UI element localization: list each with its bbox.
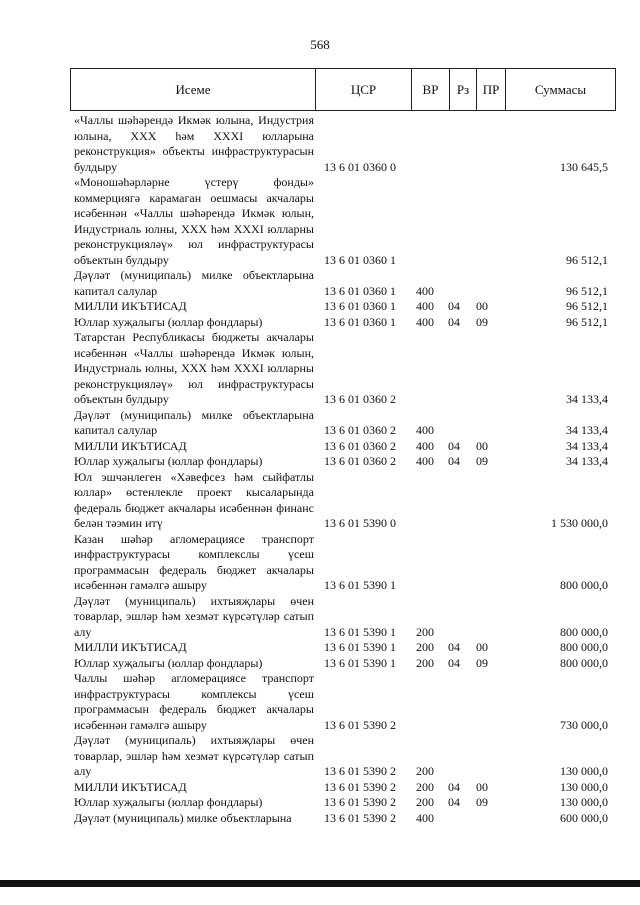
- cell-csr: 13 6 01 5390 2: [324, 795, 396, 809]
- table-row: [74, 268, 612, 299]
- cell-name: Дәүләт (муниципаль) ихтыяҗлары өчен товарлар, эшләр һәм хезмәт күрсәтүләр сатып алу: [74, 733, 314, 778]
- table-row: [74, 470, 612, 532]
- page-number: 568: [310, 37, 330, 52]
- cell-sum: 800 000,0: [560, 578, 608, 592]
- cell-rz: 04: [448, 454, 460, 468]
- cell-csr: 13 6 01 5390 1: [324, 640, 396, 654]
- cell-sum: 130 000,0: [560, 795, 608, 809]
- cell-name: Чаллы шәһәр агломерациясе транспорт инфраструктурасы комплексы үсеш программасын федераль бюджет акчалары исәбеннән гамәлгә ашыру: [74, 671, 314, 732]
- cell-vr: 200: [416, 795, 434, 809]
- cell-name: Дәүләт (муниципаль) милке объектларына: [74, 810, 292, 825]
- cell-sum: 800 000,0: [560, 624, 608, 639]
- cell-pr: 00: [476, 299, 488, 313]
- table-row: [74, 299, 612, 315]
- cell-name: Юллар хуҗалыгы (юллар фондлары): [74, 795, 263, 809]
- cell-name: «Моношәһәрләрне үстерү фонды» коммерциягә карамаган оешмасы акчалары исәбеннән «Чаллы шәһәрендә Икмәк юлын, Индустриаль юлны, XXX һәм XXXI юлларны реконструкцияләү» юл инфраструктурасы объектын булдыру: [74, 175, 314, 267]
- cell-vr: 400: [416, 423, 434, 437]
- cell-csr: 13 6 01 0360 0: [324, 159, 396, 174]
- table-row: [74, 780, 612, 796]
- cell-csr: 13 6 01 5390 1: [324, 624, 396, 639]
- cell-sum: 34 133,4: [566, 392, 608, 406]
- cell-vr: 400: [416, 438, 434, 453]
- cell-vr: 200: [416, 655, 434, 670]
- cell-name: «Чаллы шәһәрендә Икмәк юлына, Индустрия юлына, XXX һәм XXXI юлларына реконструкция» объекты инфраструктурасын булдыру: [74, 113, 314, 174]
- cell-name: Юллар хуҗалыгы (юллар фондлары): [74, 314, 263, 329]
- cell-sum: 1 530 000,0: [551, 516, 608, 530]
- cell-sum: 96 512,1: [566, 252, 608, 267]
- table-body: [74, 113, 612, 826]
- table-row: [74, 532, 612, 594]
- header-rz: Рз: [449, 68, 476, 111]
- cell-name: Юллар хуҗалыгы (юллар фондлары): [74, 655, 263, 670]
- cell-vr: 200: [416, 779, 434, 794]
- cell-name: Дәүләт (муниципаль) милке объектларына капитал салулар: [74, 268, 314, 298]
- table-row: [74, 594, 612, 641]
- cell-rz: 04: [448, 640, 460, 654]
- table-row: [74, 315, 612, 331]
- cell-csr: 13 6 01 0360 2: [324, 392, 396, 406]
- table-row: [74, 113, 612, 175]
- cell-sum: 800 000,0: [560, 640, 608, 654]
- cell-name: Юл эшчәнлеген «Хәвефсез һәм сыйфатлы юллар» өстенлекле проект кысаларында федераль бюджет акчалары исәбеннән финанс белән тәэмин итү: [74, 469, 314, 530]
- cell-pr: 00: [476, 779, 488, 794]
- cell-csr: 13 6 01 5390 0: [324, 516, 396, 530]
- header-sum: Суммасы: [505, 68, 616, 111]
- cell-pr: 00: [476, 640, 488, 654]
- cell-vr: 400: [416, 283, 434, 298]
- cell-sum: 34 133,4: [566, 423, 608, 437]
- table-row: [74, 733, 612, 780]
- cell-csr: 13 6 01 5390 2: [324, 810, 396, 825]
- cell-name: МИЛЛИ ИКЪТИСАД: [74, 779, 187, 794]
- cell-sum: 600 000,0: [560, 810, 608, 825]
- cell-pr: 09: [476, 795, 488, 809]
- cell-sum: 130 000,0: [560, 779, 608, 794]
- header-pr: ПР: [476, 68, 505, 111]
- cell-sum: 96 512,1: [566, 283, 608, 298]
- cell-vr: 400: [416, 454, 434, 468]
- table-row: [74, 408, 612, 439]
- header-name: Исеме: [70, 68, 315, 111]
- cell-rz: 04: [448, 314, 460, 329]
- cell-pr: 09: [476, 314, 488, 329]
- cell-csr: 13 6 01 5390 2: [324, 779, 396, 794]
- cell-sum: 96 512,1: [566, 299, 608, 313]
- cell-sum: 34 133,4: [566, 454, 608, 468]
- table-row: [74, 330, 612, 408]
- cell-csr: 13 6 01 0360 1: [324, 314, 396, 329]
- cell-csr: 13 6 01 0360 2: [324, 454, 396, 468]
- cell-name: Татарстан Республикасы бюджеты акчалары исәбеннән «Чаллы шәһәрендә Икмәк юлын, Индустриаль юлны, XXX һәм XXXI юлларны реконструкцияләү» юл инфраструктурасы объектын булдыру: [74, 330, 314, 406]
- table-row: [74, 175, 612, 268]
- cell-vr: 400: [416, 810, 434, 825]
- cell-sum: 34 133,4: [566, 438, 608, 453]
- cell-vr: 200: [416, 764, 434, 778]
- cell-csr: 13 6 01 0360 1: [324, 299, 396, 313]
- cell-name: Юллар хуҗалыгы (юллар фондлары): [74, 454, 263, 468]
- cell-vr: 400: [416, 299, 434, 313]
- cell-rz: 04: [448, 795, 460, 809]
- cell-csr: 13 6 01 5390 2: [324, 764, 396, 778]
- cell-csr: 13 6 01 5390 1: [324, 655, 396, 670]
- table-row: [74, 811, 612, 827]
- cell-sum: 730 000,0: [560, 717, 608, 732]
- cell-csr: 13 6 01 5390 1: [324, 578, 396, 592]
- cell-vr: 200: [416, 640, 434, 654]
- table-row: [74, 671, 612, 733]
- cell-vr: 200: [416, 624, 434, 639]
- cell-pr: 09: [476, 454, 488, 468]
- cell-sum: 800 000,0: [560, 655, 608, 670]
- cell-name: МИЛЛИ ИКЪТИСАД: [74, 438, 187, 453]
- cell-csr: 13 6 01 0360 2: [324, 438, 396, 453]
- cell-rz: 04: [448, 779, 460, 794]
- table-row: [74, 795, 612, 811]
- table-header: [70, 68, 616, 111]
- cell-rz: 04: [448, 299, 460, 313]
- cell-pr: 00: [476, 438, 488, 453]
- cell-sum: 96 512,1: [566, 314, 608, 329]
- cell-csr: 13 6 01 0360 2: [324, 423, 396, 437]
- cell-rz: 04: [448, 438, 460, 453]
- cell-rz: 04: [448, 655, 460, 670]
- cell-csr: 13 6 01 0360 1: [324, 252, 396, 267]
- cell-csr: 13 6 01 0360 1: [324, 283, 396, 298]
- cell-name: МИЛЛИ ИКЪТИСАД: [74, 640, 187, 654]
- header-vr: ВР: [411, 68, 449, 111]
- cell-pr: 09: [476, 655, 488, 670]
- cell-name: МИЛЛИ ИКЪТИСАД: [74, 299, 187, 313]
- cell-sum: 130 000,0: [560, 764, 608, 778]
- table-row: [74, 439, 612, 455]
- cell-name: Казан шәһәр агломерациясе транспорт инфраструктурасы комплекслы үсеш программасын федераль бюджет акчалары исәбеннән гамәлгә ашыру: [74, 531, 314, 592]
- table-row: [74, 656, 612, 672]
- bottom-border: [0, 880, 640, 887]
- cell-csr: 13 6 01 5390 2: [324, 717, 396, 732]
- cell-sum: 130 645,5: [560, 159, 608, 174]
- table-row: [74, 454, 612, 470]
- cell-name: Дәүләт (муниципаль) милке объектларына капитал салулар: [74, 407, 314, 437]
- header-csr: ЦСР: [315, 68, 411, 111]
- table-row: [74, 640, 612, 656]
- cell-name: Дәүләт (муниципаль) ихтыяҗлары өчен товарлар, эшләр һәм хезмәт күрсәтүләр сатып алу: [74, 593, 314, 639]
- cell-vr: 400: [416, 314, 434, 329]
